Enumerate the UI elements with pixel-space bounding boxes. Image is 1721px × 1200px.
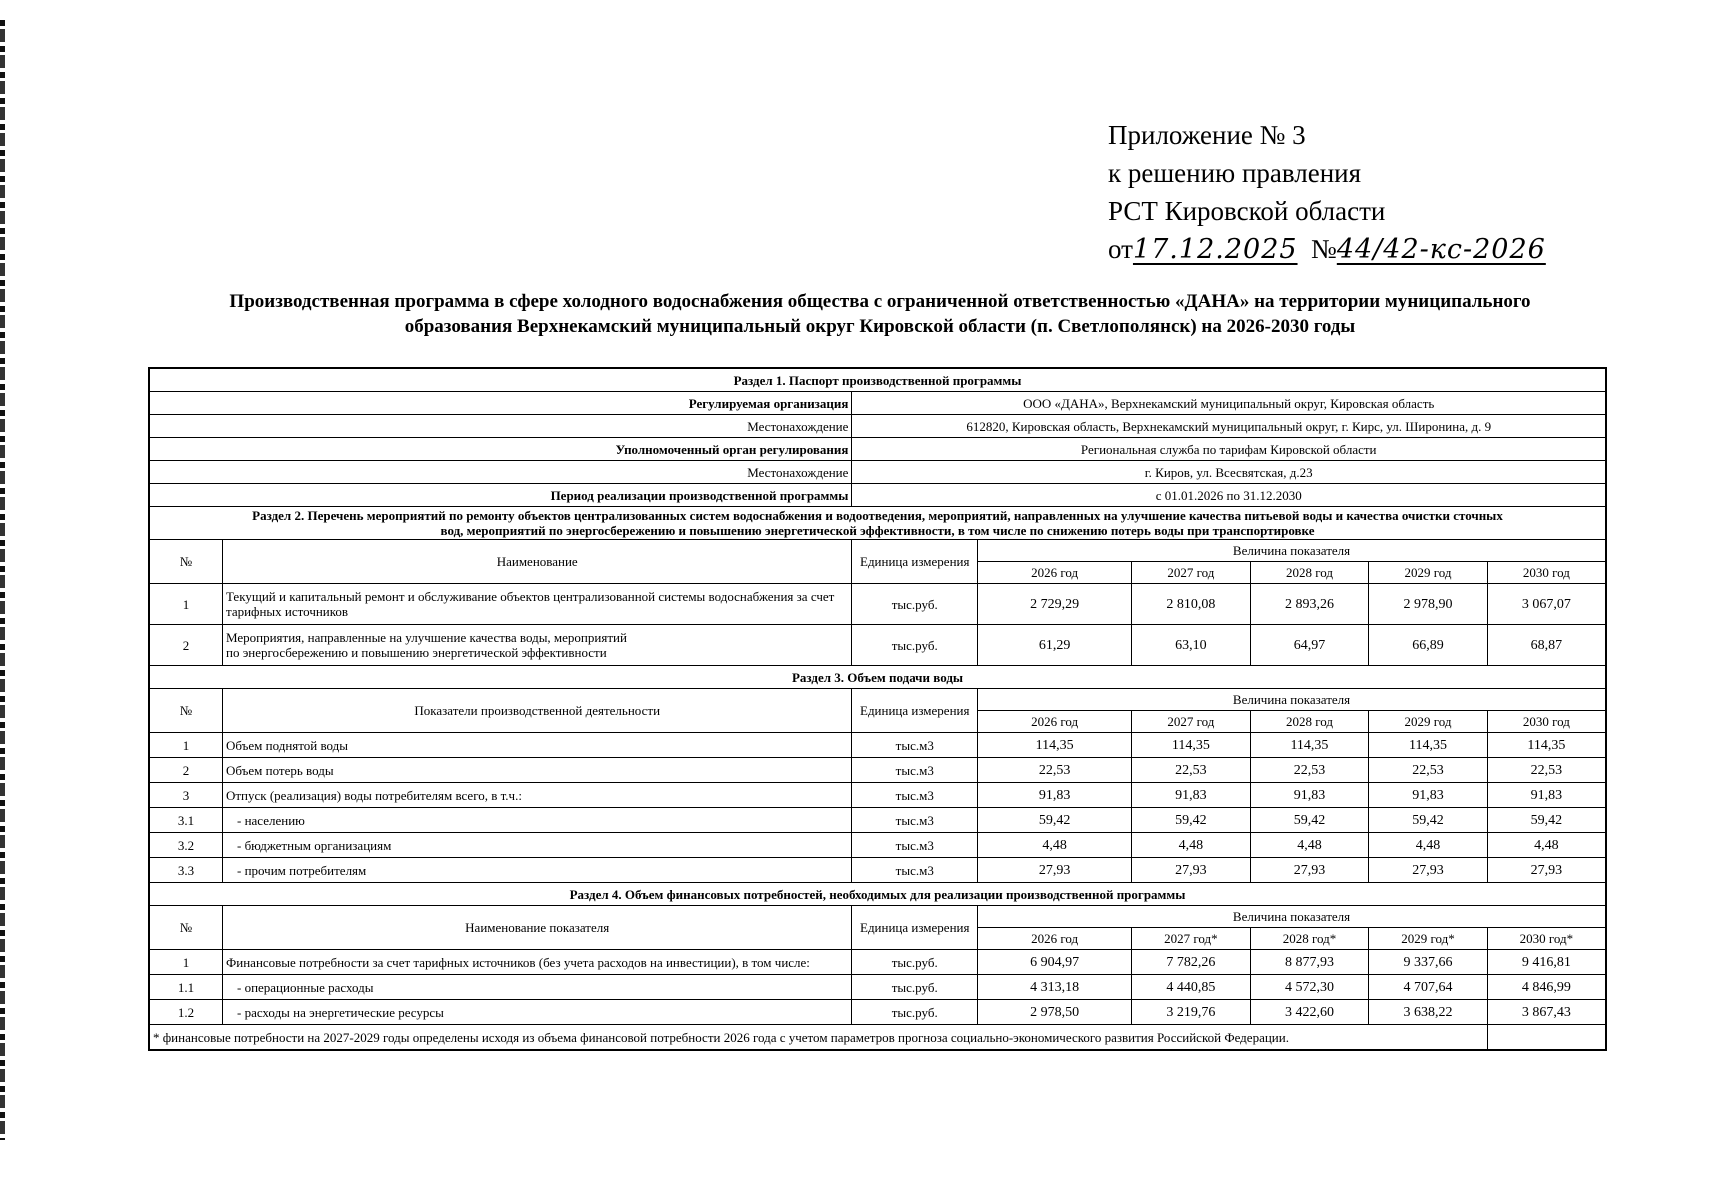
row-value: 4,48: [1487, 833, 1606, 858]
column-value: Величина показателя: [978, 906, 1606, 928]
section2-header-row: [149, 540, 1606, 562]
table-row: [149, 950, 1606, 975]
row-value: 68,87: [1487, 625, 1606, 666]
row-value: 2 893,26: [1250, 584, 1369, 625]
row-no: 3.2: [149, 833, 222, 858]
row-value: 59,42: [1369, 808, 1488, 833]
number-prefix: №: [1311, 234, 1337, 264]
year-header: 2030 год*: [1487, 928, 1606, 950]
row-name: - бюджетным организациям: [222, 833, 851, 858]
year-header: 2027 год*: [1132, 928, 1251, 950]
row-name: [222, 625, 851, 666]
column-no: №: [149, 689, 222, 733]
row-name: - населению: [222, 808, 851, 833]
row-value: 4 707,64: [1369, 975, 1488, 1000]
passport-value: г. Киров, ул. Всесвятская, д.23: [852, 461, 1606, 484]
row-value: 3 067,07: [1487, 584, 1606, 625]
column-value: Величина показателя: [978, 689, 1606, 711]
passport-label: Местонахождение: [149, 415, 852, 438]
row-value: 4 846,99: [1487, 975, 1606, 1000]
scan-edge: [0, 20, 5, 1140]
program-table: [148, 367, 1607, 1051]
row-unit: тыс.м3: [852, 783, 978, 808]
row-name-line2: по энергосбережению и повышению энергетической эффективности: [225, 645, 607, 660]
year-header: 2026 год: [978, 711, 1132, 733]
row-value: 4,48: [1132, 833, 1251, 858]
passport-row: [149, 438, 1606, 461]
row-unit: тыс.руб.: [852, 950, 978, 975]
appendix-date-number: [1108, 230, 1628, 269]
year-header: 2026 год: [978, 928, 1132, 950]
year-header: 2028 год: [1250, 711, 1369, 733]
row-name: - прочим потребителям: [222, 858, 851, 883]
row-value: 22,53: [1250, 758, 1369, 783]
document-title-line2: образования Верхнекамский муниципальный округ Кировской области (п. Светлополянск) на 2026-2030 годы: [404, 316, 1356, 337]
row-value: 2 729,29: [978, 584, 1132, 625]
row-no: 1: [149, 584, 222, 625]
section1-title: Раздел 1. Паспорт производственной программы: [149, 368, 1606, 392]
row-name: Финансовые потребности за счет тарифных источников (без учета расходов на инвестиции), в том числе:: [222, 950, 851, 975]
row-value: 22,53: [978, 758, 1132, 783]
passport-label: Регулируемая организация: [149, 392, 852, 415]
table-row: [149, 584, 1606, 625]
year-header: 2029 год: [1369, 562, 1488, 584]
footnote: * финансовые потребности на 2027-2029 годы определены исходя из объема финансовой потребности 2026 года с учетом параметров прогноза социально-экономического развития Российской Федерации.: [149, 1025, 1487, 1051]
row-value: 59,42: [978, 808, 1132, 833]
column-value: Величина показателя: [978, 540, 1606, 562]
row-no: 1: [149, 950, 222, 975]
column-name: Наименование показателя: [222, 906, 851, 950]
passport-row: [149, 392, 1606, 415]
row-value: 2 810,08: [1132, 584, 1251, 625]
column-unit: Единица измерения: [852, 540, 978, 584]
section4-title: Раздел 4. Объем финансовых потребностей, необходимых для реализации производственной программы: [149, 883, 1606, 906]
row-value: 91,83: [1369, 783, 1488, 808]
row-value: 3 422,60: [1250, 1000, 1369, 1025]
row-value: 27,93: [978, 858, 1132, 883]
handwritten-number: 44/42-кс-2026: [1336, 234, 1546, 265]
footnote-row: [149, 1025, 1606, 1051]
year-header: 2026 год: [978, 562, 1132, 584]
section3-header-row: [149, 689, 1606, 711]
row-value: 4 313,18: [978, 975, 1132, 1000]
row-value: 61,29: [978, 625, 1132, 666]
passport-value: с 01.01.2026 по 31.12.2030: [852, 484, 1606, 507]
row-unit: тыс.м3: [852, 733, 978, 758]
document-title: [140, 289, 1620, 339]
row-name: - расходы на энергетические ресурсы: [222, 1000, 851, 1025]
row-value: 4,48: [978, 833, 1132, 858]
row-name: - операционные расходы: [222, 975, 851, 1000]
handwritten-date: 17.12.2025: [1132, 234, 1298, 265]
row-no: 1: [149, 733, 222, 758]
row-no: 1.1: [149, 975, 222, 1000]
year-header: 2027 год: [1132, 562, 1251, 584]
passport-row: [149, 484, 1606, 507]
year-header: 2028 год*: [1250, 928, 1369, 950]
row-value: 91,83: [1250, 783, 1369, 808]
row-no: 1.2: [149, 1000, 222, 1025]
column-no: №: [149, 540, 222, 584]
section2-title-line1: Раздел 2. Перечень мероприятий по ремонту объектов централизованных систем водоснабжения и водоотведения, мероприятий, направленных на улучшение качества питьевой воды и качества очистки сточных: [252, 508, 1503, 523]
row-value: 2 978,50: [978, 1000, 1132, 1025]
row-value: 3 867,43: [1487, 1000, 1606, 1025]
section2-title-line2: вод, мероприятий по энергосбережению и повышению энергетической эффективности, в том числе по снижению потерь воды при транспортировке: [440, 523, 1315, 538]
appendix-decision: к решению правления: [1108, 158, 1362, 188]
row-unit: тыс.м3: [852, 758, 978, 783]
row-no: 2: [149, 758, 222, 783]
table-row: [149, 858, 1606, 883]
row-name-line2: тарифных источников: [225, 604, 349, 619]
year-header: 2030 год: [1487, 562, 1606, 584]
row-value: 3 638,22: [1369, 1000, 1488, 1025]
section3-title: Раздел 3. Объем подачи воды: [149, 666, 1606, 689]
passport-row: [149, 415, 1606, 438]
row-name: Объем поднятой воды: [222, 733, 851, 758]
table-row: [149, 758, 1606, 783]
row-value: 9 337,66: [1369, 950, 1488, 975]
table-row: [149, 833, 1606, 858]
row-unit: тыс.руб.: [852, 1000, 978, 1025]
row-value: 59,42: [1132, 808, 1251, 833]
row-value: 91,83: [1132, 783, 1251, 808]
row-value: 22,53: [1132, 758, 1251, 783]
year-header: 2030 год: [1487, 711, 1606, 733]
date-prefix: от: [1108, 234, 1133, 264]
passport-label: Местонахождение: [149, 461, 852, 484]
row-value: 114,35: [1250, 733, 1369, 758]
column-unit: Единица измерения: [852, 906, 978, 950]
row-value: 22,53: [1487, 758, 1606, 783]
row-value: 63,10: [1132, 625, 1251, 666]
row-no: 3: [149, 783, 222, 808]
table-row: [149, 975, 1606, 1000]
row-name-line1: Текущий и капитальный ремонт и обслуживание объектов централизованной системы водоснабжения за счет: [225, 589, 835, 604]
passport-label: Уполномоченный орган регулирования: [149, 438, 852, 461]
row-value: 27,93: [1132, 858, 1251, 883]
table-row: [149, 733, 1606, 758]
row-value: 114,35: [1132, 733, 1251, 758]
row-value: 114,35: [1487, 733, 1606, 758]
row-value: 4,48: [1369, 833, 1488, 858]
row-value: 4,48: [1250, 833, 1369, 858]
passport-value: ООО «ДАНА», Верхнекамский муниципальный округ, Кировская область: [852, 392, 1606, 415]
table-row: [149, 625, 1606, 666]
passport-value: Региональная служба по тарифам Кировской области: [852, 438, 1606, 461]
column-unit: Единица измерения: [852, 689, 978, 733]
passport-row: [149, 461, 1606, 484]
column-name: Наименование: [222, 540, 851, 584]
row-value: 8 877,93: [1250, 950, 1369, 975]
row-value: 64,97: [1250, 625, 1369, 666]
row-value: 27,93: [1250, 858, 1369, 883]
passport-value: 612820, Кировская область, Верхнекамский муниципальный округ, г. Кирс, ул. Широнина, д. 9: [852, 415, 1606, 438]
year-header: 2029 год: [1369, 711, 1488, 733]
row-no: 3.3: [149, 858, 222, 883]
row-value: 3 219,76: [1132, 1000, 1251, 1025]
row-name: [222, 584, 851, 625]
row-value: 91,83: [978, 783, 1132, 808]
row-value: 9 416,81: [1487, 950, 1606, 975]
row-value: 4 440,85: [1132, 975, 1251, 1000]
year-header: 2027 год: [1132, 711, 1251, 733]
row-value: 6 904,97: [978, 950, 1132, 975]
row-no: 3.1: [149, 808, 222, 833]
year-header: 2029 год*: [1369, 928, 1488, 950]
table-row: [149, 808, 1606, 833]
row-value: 91,83: [1487, 783, 1606, 808]
row-unit: тыс.м3: [852, 808, 978, 833]
row-value: 114,35: [978, 733, 1132, 758]
appendix-title: Приложение № 3: [1108, 120, 1306, 150]
row-unit: тыс.м3: [852, 858, 978, 883]
row-value: 7 782,26: [1132, 950, 1251, 975]
row-value: 27,93: [1369, 858, 1488, 883]
footnote-empty-cell: [1487, 1025, 1606, 1051]
row-value: 114,35: [1369, 733, 1488, 758]
row-name: Объем потерь воды: [222, 758, 851, 783]
section4-header-row: [149, 906, 1606, 928]
document-title-line1: Производственная программа в сфере холодного водоснабжения общества с ограниченной ответственностью «ДАНА» на территории муниципального: [229, 291, 1531, 312]
row-unit: тыс.руб.: [852, 584, 978, 625]
year-header: 2028 год: [1250, 562, 1369, 584]
row-value: 27,93: [1487, 858, 1606, 883]
row-value: 22,53: [1369, 758, 1488, 783]
row-unit: тыс.м3: [852, 833, 978, 858]
table-row: [149, 783, 1606, 808]
appendix-authority: РСТ Кировской области: [1108, 196, 1386, 226]
column-name: Показатели производственной деятельности: [222, 689, 851, 733]
row-no: 2: [149, 625, 222, 666]
row-value: 59,42: [1487, 808, 1606, 833]
appendix-header: [1108, 116, 1628, 269]
table-row: [149, 1000, 1606, 1025]
row-name-line1: Мероприятия, направленные на улучшение качества воды, мероприятий: [225, 630, 627, 645]
row-value: 2 978,90: [1369, 584, 1488, 625]
row-unit: тыс.руб.: [852, 975, 978, 1000]
section2-title: [149, 507, 1606, 540]
row-value: 59,42: [1250, 808, 1369, 833]
row-value: 66,89: [1369, 625, 1488, 666]
column-no: №: [149, 906, 222, 950]
row-name: Отпуск (реализация) воды потребителям всего, в т.ч.:: [222, 783, 851, 808]
row-unit: тыс.руб.: [852, 625, 978, 666]
passport-label: Период реализации производственной программы: [149, 484, 852, 507]
row-value: 4 572,30: [1250, 975, 1369, 1000]
